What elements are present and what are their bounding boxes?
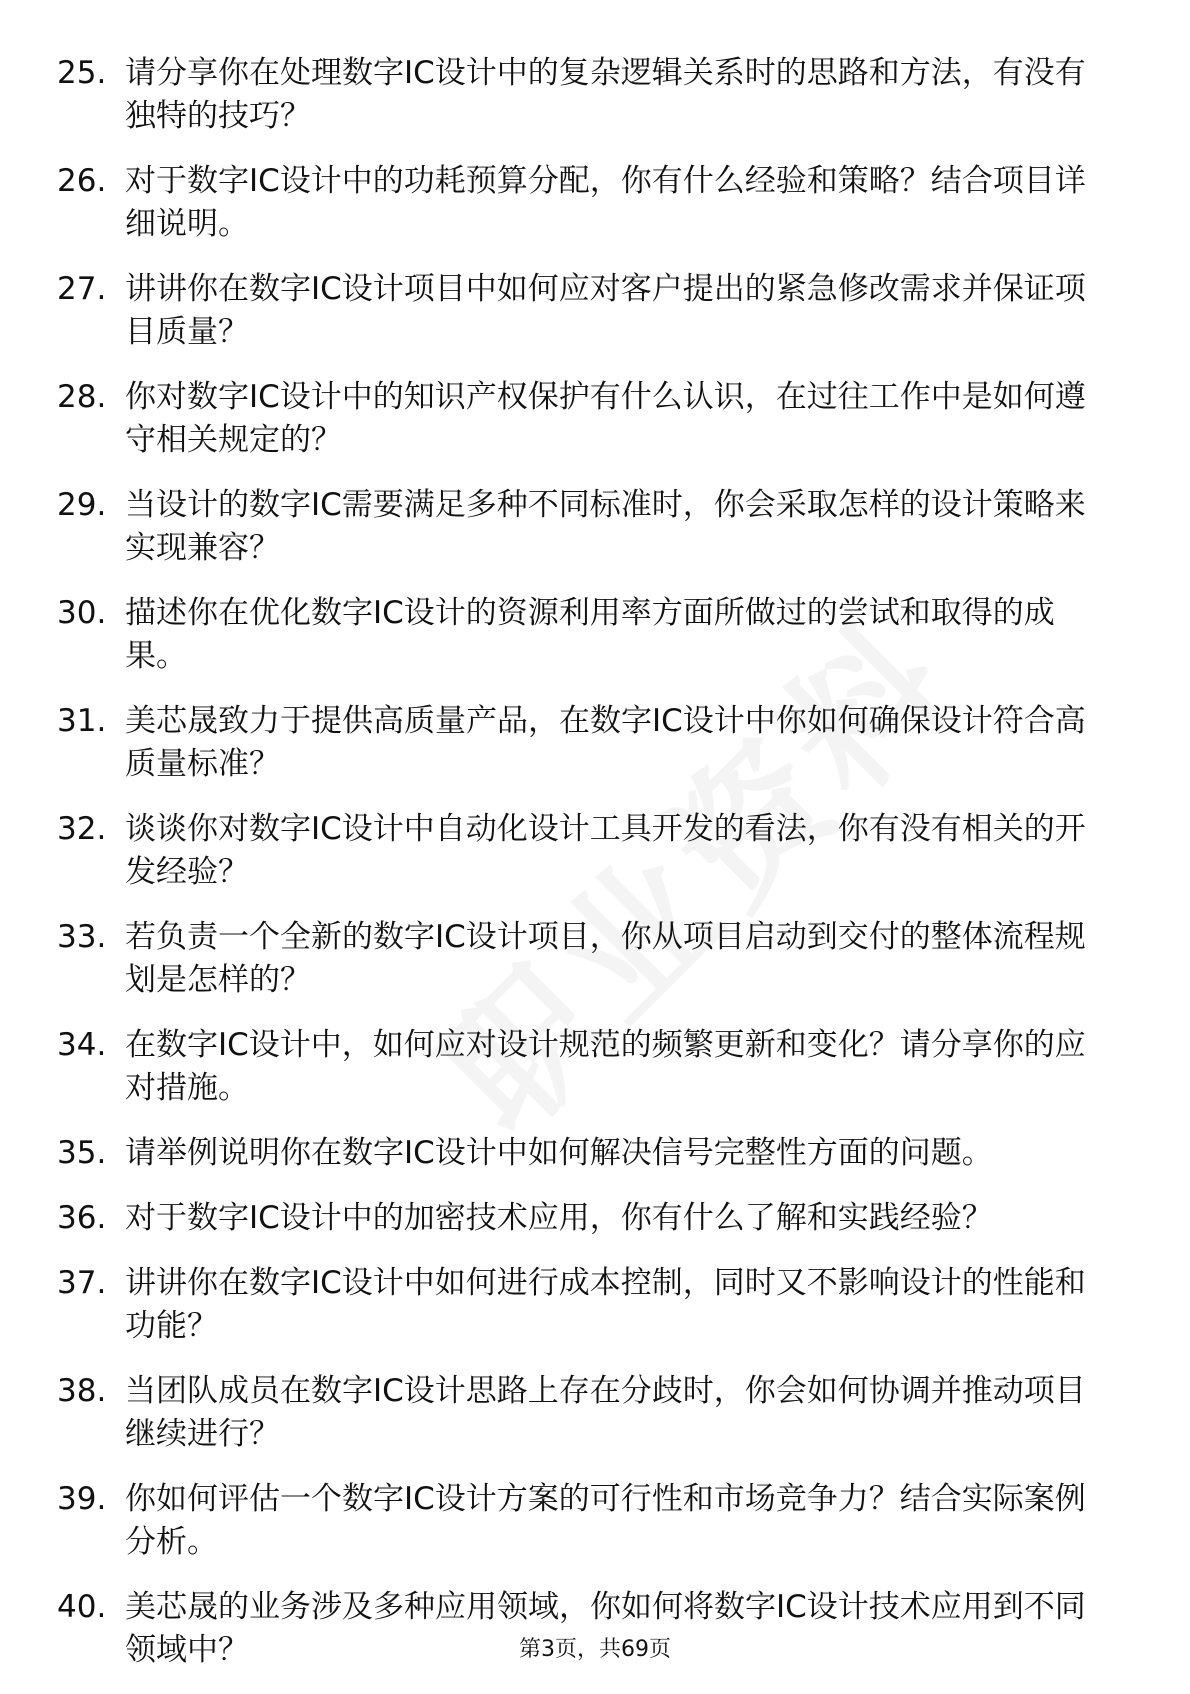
question-number: 33. [57,919,107,955]
question-number: 32. [57,811,107,847]
question-number: 38. [57,1373,107,1409]
question-text: 描述你在优化数字IC设计的资源利用率方面所做过的尝试和取得的成果。 [125,595,1055,674]
question-number: 30. [57,595,107,631]
question-number: 37. [57,1265,107,1301]
page-footer: 第3页，共69页 [519,1637,671,1662]
question-item [57,484,1137,570]
question-item [57,160,1137,246]
question-item [57,700,1137,786]
question-text: 当团队成员在数字IC设计思路上存在分歧时，你会如何协调并推动项目继续进行？ [125,1373,1086,1452]
question-text: 当设计的数字IC需要满足多种不同标准时，你会采取怎样的设计策略来实现兼容？ [125,487,1086,566]
question-text: 美芯晟致力于提供高质量产品，在数字IC设计中你如何确保设计符合高质量标准？ [125,703,1086,782]
question-item [57,1197,1137,1240]
question-number: 34. [57,1027,107,1063]
question-number: 26. [57,163,107,199]
question-item [57,808,1137,894]
question-number: 29. [57,487,107,523]
question-item [57,1132,1137,1175]
question-number: 27. [57,271,107,307]
question-text: 对于数字IC设计中的加密技术应用，你有什么了解和实践经验？ [125,1200,993,1236]
question-item [57,592,1137,678]
question-number: 36. [57,1200,107,1236]
question-text: 你对数字IC设计中的知识产权保护有什么认识，在过往工作中是如何遵守相关规定的？ [125,379,1086,458]
question-item [57,376,1137,462]
question-text: 若负责一个全新的数字IC设计项目，你从项目启动到交付的整体流程规划是怎样的？ [125,919,1086,998]
question-text: 谈谈你对数字IC设计中自动化设计工具开发的看法，你有没有相关的开发经验？ [125,811,1086,890]
question-item [57,1262,1137,1348]
question-number: 39. [57,1481,107,1517]
question-item [57,1370,1137,1456]
question-number: 35. [57,1135,107,1171]
question-number: 40. [57,1589,107,1625]
question-number: 28. [57,379,107,415]
question-text: 讲讲你在数字IC设计项目中如何应对客户提出的紧急修改需求并保证项目质量？ [125,271,1086,350]
question-text: 美芯晟的业务涉及多种应用领域，你如何将数字IC设计技术应用到不同领域中？ [125,1589,1086,1668]
question-item [57,1478,1137,1564]
question-text: 在数字IC设计中，如何应对设计规范的频繁更新和变化？请分享你的应对措施。 [125,1027,1086,1106]
question-text: 你如何评估一个数字IC设计方案的可行性和市场竞争力？结合实际案例分析。 [125,1481,1086,1560]
question-list [57,52,1137,1694]
question-item [57,52,1137,138]
question-text: 对于数字IC设计中的功耗预算分配，你有什么经验和策略？结合项目详细说明。 [125,163,1086,242]
question-item [57,916,1137,1002]
question-text: 请分享你在处理数字IC设计中的复杂逻辑关系时的思路和方法，有没有独特的技巧？ [125,55,1086,134]
question-text: 讲讲你在数字IC设计中如何进行成本控制，同时又不影响设计的性能和功能？ [125,1265,1086,1344]
question-item [57,1024,1137,1110]
question-number: 31. [57,703,107,739]
question-number: 25. [57,55,107,91]
question-text: 请举例说明你在数字IC设计中如何解决信号完整性方面的问题。 [125,1135,993,1171]
question-item [57,268,1137,354]
